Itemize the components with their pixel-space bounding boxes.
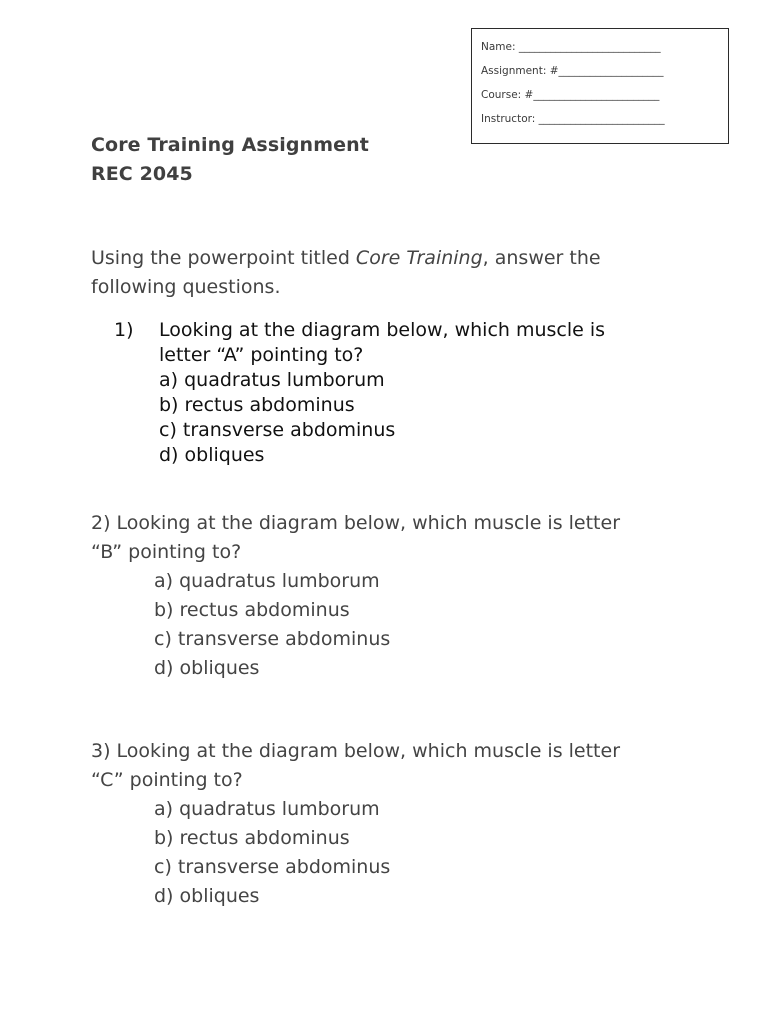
course-code: REC 2045 <box>91 163 193 185</box>
intro-text-before: Using the powerpoint titled <box>91 247 356 269</box>
question-1-body <box>159 318 679 468</box>
question-2-line-1: 2) Looking at the diagram below, which muscle is letter <box>91 512 621 534</box>
question-1-number: 1) <box>114 319 134 341</box>
question-2-option-c: c) transverse abdominus <box>154 628 391 650</box>
intro-paragraph <box>91 244 691 302</box>
question-2-option-a: a) quadratus lumborum <box>154 570 380 592</box>
assignment-title: Core Training Assignment <box>91 134 369 156</box>
intro-line-1 <box>91 244 691 273</box>
question-3-line-1: 3) Looking at the diagram below, which muscle is letter <box>91 740 621 762</box>
question-1-line-1: Looking at the diagram below, which muscle is <box>159 319 606 341</box>
question-3 <box>91 737 620 911</box>
intro-text-after: , answer the <box>482 247 601 269</box>
course-field-line: Course: #________________________ <box>481 89 660 101</box>
question-1-line-2: letter “A” pointing to? <box>159 344 364 366</box>
question-3-option-d: d) obliques <box>154 885 260 907</box>
powerpoint-title: Core Training <box>355 247 483 269</box>
question-3-option-b: b) rectus abdominus <box>154 827 350 849</box>
question-1-option-a: a) quadratus lumborum <box>159 369 385 391</box>
question-1-option-b: b) rectus abdominus <box>159 394 355 416</box>
question-3-option-a: a) quadratus lumborum <box>154 798 380 820</box>
question-3-line-2: “C” pointing to? <box>91 769 243 791</box>
question-1-option-d: d) obliques <box>159 444 265 466</box>
question-1-option-c: c) transverse abdominus <box>159 419 396 441</box>
name-field-line: Name: ___________________________ <box>481 41 661 53</box>
question-2-option-b: b) rectus abdominus <box>154 599 350 621</box>
instructor-field-line: Instructor: ________________________ <box>481 113 665 125</box>
question-2-line-2: “B” pointing to? <box>91 541 242 563</box>
question-3-option-c: c) transverse abdominus <box>154 856 391 878</box>
intro-line-2: following questions. <box>91 276 281 298</box>
question-2 <box>91 509 620 683</box>
assignment-field-line: Assignment: #____________________ <box>481 65 664 77</box>
student-info-box <box>471 28 729 144</box>
question-2-option-d: d) obliques <box>154 657 260 679</box>
